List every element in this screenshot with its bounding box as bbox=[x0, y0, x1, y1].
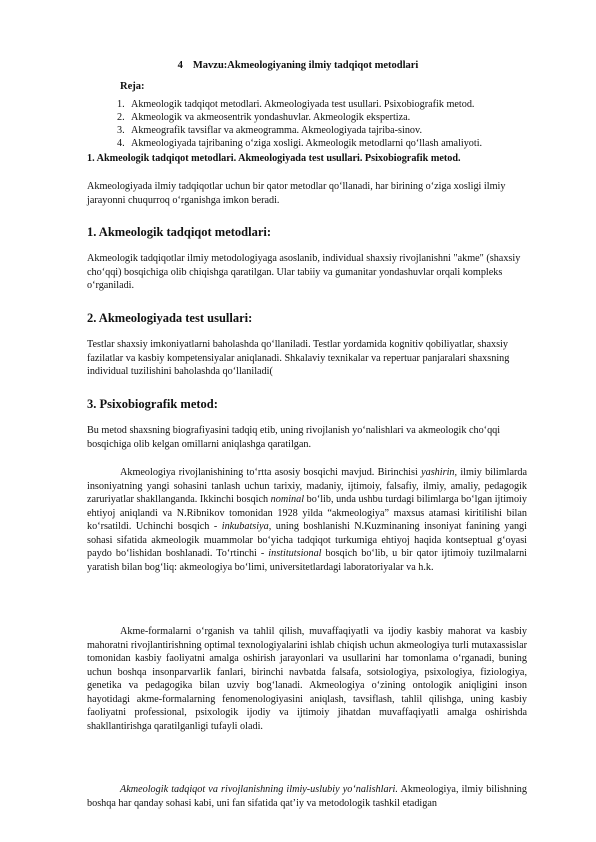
body-paragraph-3: Akmeologik tadqiqot va rivojlanishning ilmiy-uslubiy yo‘nalishlari. Akmeologiya, ilmiy bilishning boshqa har qanday sohasi kabi, uni fan sifatida qat’iy va metodologik tashkil etadigan bbox=[87, 784, 527, 809]
subsection-heading-2: 2. Akmeologiyada test usullari: bbox=[87, 311, 253, 325]
subsection-text-3: Bu metod shaxsning biografiyasini tadqiq etib, uning rivojlanish yo‘nalishlari va akmeologik cho‘qqi bosqichiga olib kelgan omillarni aniqlashga qaratilgan. bbox=[87, 425, 501, 450]
body-paragraph-1: Akmeologiya rivojlanishining to‘rtta asosiy bosqichi mavjud. Birinchisi yashirin, ilmiy bilimlarda insoniyatning yangi sohasini tanlash uchun tarixiy, madaniy, ijtimoiy, falsafiy, ilmiy, amaliy, pedagogik zaruriyatlar shakllanganda. Ikkinchi bosqich nominal bo‘lib, unda ushbu turdagi bilimlarga bo‘lgan ijtimoiy ehtiyoj aniqlandi va N.Ribnikov tomonidan 1928 yilda “akmeologiya” maxsus atamasi kiritilishi bilan ko‘rsatildi. Uchinchi bosqich - inkubatsiya, uning boshlanishi N.Kuzminaning insoniyat fanining yangi sohasi sifatida akmeologik muammolar bo‘yicha tadqiqot turkumiga ehtiyoj haqida kontseptual g‘oyasi paydo bo‘lishidan boshlanadi. To‘rtinchi - institutsional bosqich bo‘lib, u bir qator ijtimoiy tuzilmalarni yaratish bilan bog‘liq: akmeologiya bo‘limi, universitetlardagi laboratoriyalar va h.k. bbox=[87, 467, 528, 573]
plan-list bbox=[117, 98, 482, 150]
topic-number: 4 bbox=[177, 60, 183, 71]
subsection-text-1: Akmeologik tadqiqotlar ilmiy metodologiyaga asoslanib, individual shaxsiy rivojlanishni "akme" (shaxsiy cho‘qqi) bosqichiga olib chiqishga qaratilgan. Ular tabiiy va gumanitar yondashuvlar orqali kompleks o‘rganiladi. bbox=[87, 253, 521, 291]
page-title bbox=[0, 60, 596, 71]
subsection-text-2: Testlar shaxsiy imkoniyatlarni baholashda qo‘llaniladi. Testlar yordamida kognitiv qobiliyatlar, shaxsiy fazilatlar va kasbiy kompetensiyalar aniqlanadi. Shkalaviy texnikalar va repertuar panjaralari shaxsning individual tuzilishini baholashda qo‘llaniladi( bbox=[87, 339, 510, 377]
intro-paragraph: Akmeologiyada ilmiy tadqiqotlar uchun bir qator metodlar qo‘llanadi, har birining o‘ziga xosligi ilmiy jarayonni chuqurroq o‘rganishga imkon beradi. bbox=[87, 181, 506, 206]
section-heading: 1. Akmeologik tadqiqot metodlari. Akmeologiyada test usullari. Psixobiografik metod. bbox=[87, 153, 461, 164]
plan-item: 2. Akmeologik va akmeosentrik yondashuvlar. Akmeologik ekspertiza. bbox=[117, 112, 411, 123]
plan-item: 1. Akmeologik tadqiqot metodlari. Akmeologiyada test usullari. Psixobiografik metod. bbox=[117, 99, 475, 110]
body-paragraph-2: Akme-formalarni o‘rganish va tahlil qilish, muvaffaqiyatli va ijodiy kasbiy mahorat va kasbiy mahoratni rivojlantirishning optimal texnologiyalarini ishlab chiqish uchun akmeologiya turli mutaxassislar tomonidan kasbiy faoliyatni amalga oshirish jarayonlari va usullarini har tomonlama o‘rganadi, buning uchun boshqa insonparvarlik fanlari, birinchi navbatda falsafa, sotsiologiya, psixologiya, fiziologiya, genetika va pedagogika bilan uzviy bog‘lanadi. Akmeologiya o‘zining ontologik aniqligini inson hayotidagi akme-formalarning fenomenologiyasini aniqlash, tavsiflash, tahlil qilishga, uning kasbiy faoliyatni professional, psixologik ijodiy va ijtimoiy jihatdan muvaffaqiyatli amalga oshirishda shakllantirishga qaratilganligi tufayli oladi. bbox=[87, 626, 527, 732]
plan-label: Reja: bbox=[120, 81, 145, 92]
plan-item: 3. Akmeografik tavsiflar va akmeogramma. Akmeologiyada tajriba-sinov. bbox=[117, 125, 422, 136]
topic-title: Mavzu:Akmeologiyaning ilmiy tadqiqot metodlari bbox=[192, 60, 419, 71]
subsection-heading-3: 3. Psixobiografik metod: bbox=[87, 397, 218, 411]
subsection-heading-1: 1. Akmeologik tadqiqot metodlari: bbox=[87, 225, 272, 239]
plan-item: 4. Akmeologiyada tajribaning o‘ziga xosligi. Akmeologik metodlarni qo‘llash amaliyoti. bbox=[117, 138, 483, 149]
